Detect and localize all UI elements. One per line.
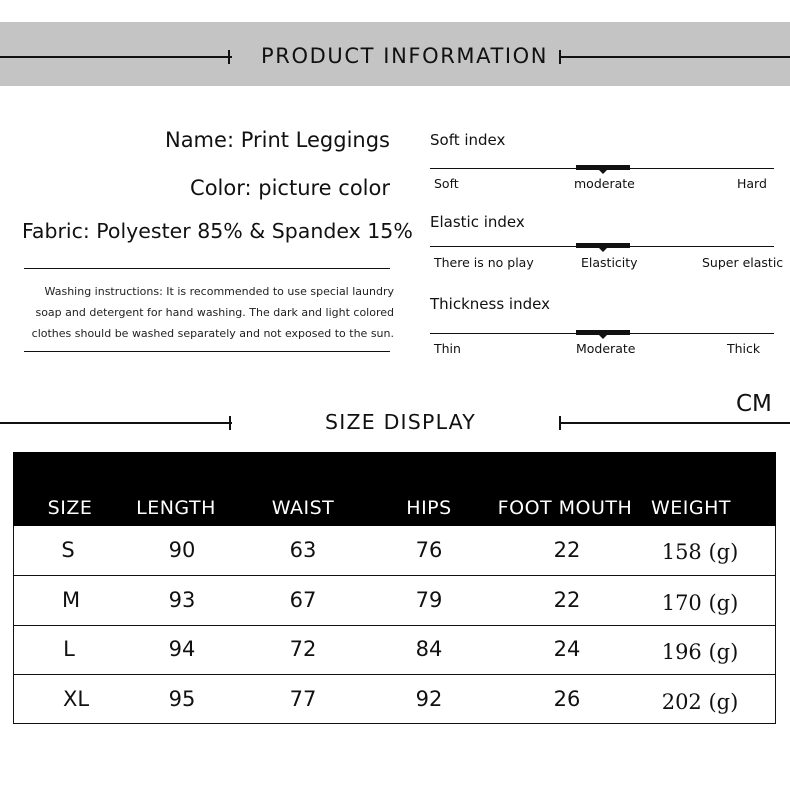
cell-length: 90 [168, 538, 196, 562]
cell-size: XL [62, 687, 90, 711]
cell-weight: 170 (g) [661, 591, 739, 615]
product-color: Color: picture color [190, 176, 390, 200]
header-length: LENGTH [136, 497, 216, 519]
product-name: Name: Print Leggings [164, 128, 390, 152]
cell-waist: 72 [289, 637, 317, 661]
cell-hips: 76 [415, 538, 443, 562]
cell-length: 93 [168, 588, 196, 612]
size-display-title: SIZE DISPLAY [325, 410, 477, 434]
thickness-index-label-low: Thin [434, 341, 461, 356]
thickness-index-label-high: Thick [727, 341, 761, 356]
elastic-index-label-mid: Elasticity [581, 255, 638, 270]
cell-weight: 202 (g) [661, 690, 739, 714]
row-separator [13, 625, 776, 626]
thickness-index-label-mid: Moderate [576, 341, 636, 356]
cell-waist: 77 [289, 687, 317, 711]
cell-foot-mouth: 24 [553, 637, 581, 661]
cell-hips: 92 [415, 687, 443, 711]
soft-index-label-high: Hard [737, 176, 767, 191]
cell-length: 95 [168, 687, 196, 711]
banner-tick-left [228, 50, 230, 64]
header-weight: WEIGHT [650, 497, 732, 519]
soft-index-pin [598, 169, 608, 174]
size-tick-left [229, 416, 231, 430]
cell-foot-mouth: 22 [553, 538, 581, 562]
elastic-index-label-high: Super elastic [702, 255, 784, 270]
soft-index-label-mid: moderate [574, 176, 635, 191]
header-foot-mouth: FOOT MOUTH [497, 497, 633, 519]
washing-line: soap and detergent for hand washing. The dark and light colored [35, 306, 394, 319]
elastic-index-label-low: There is no play [434, 255, 534, 270]
header-size: SIZE [47, 497, 93, 519]
product-info-title: PRODUCT INFORMATION [261, 44, 549, 68]
row-separator [13, 575, 776, 576]
cell-waist: 67 [289, 588, 317, 612]
cell-foot-mouth: 22 [553, 588, 581, 612]
cell-hips: 79 [415, 588, 443, 612]
elastic-index-title: Elastic index [430, 213, 525, 231]
washing-instructions [14, 281, 394, 344]
washing-line: clothes should be washed separately and not exposed to the sun. [31, 327, 394, 340]
cell-length: 94 [168, 637, 196, 661]
divider-top [24, 268, 390, 269]
header-waist: WAIST [271, 497, 335, 519]
product-fabric: Fabric: Polyester 85% & Spandex 15% [22, 219, 413, 243]
banner-line-left [0, 56, 232, 58]
thickness-index-title: Thickness index [430, 295, 550, 313]
thickness-index-pin [598, 334, 608, 339]
elastic-index-pin [598, 247, 608, 252]
soft-index-title: Soft index [430, 131, 506, 149]
row-separator [13, 674, 776, 675]
cell-weight: 158 (g) [661, 540, 739, 564]
cell-size: M [61, 588, 81, 612]
cell-size: L [63, 637, 75, 661]
header-hips: HIPS [406, 497, 452, 519]
size-line-right [559, 422, 790, 424]
washing-line: Washing instructions: It is recommended to use special laundry [44, 285, 394, 298]
cell-size: S [61, 538, 75, 562]
unit-label: CM [736, 391, 772, 417]
banner-line-right [559, 56, 790, 58]
cell-weight: 196 (g) [661, 640, 739, 664]
soft-index-label-low: Soft [434, 176, 459, 191]
cell-hips: 84 [415, 637, 443, 661]
divider-bottom [24, 351, 390, 352]
cell-foot-mouth: 26 [553, 687, 581, 711]
cell-waist: 63 [289, 538, 317, 562]
size-line-left [0, 422, 232, 424]
